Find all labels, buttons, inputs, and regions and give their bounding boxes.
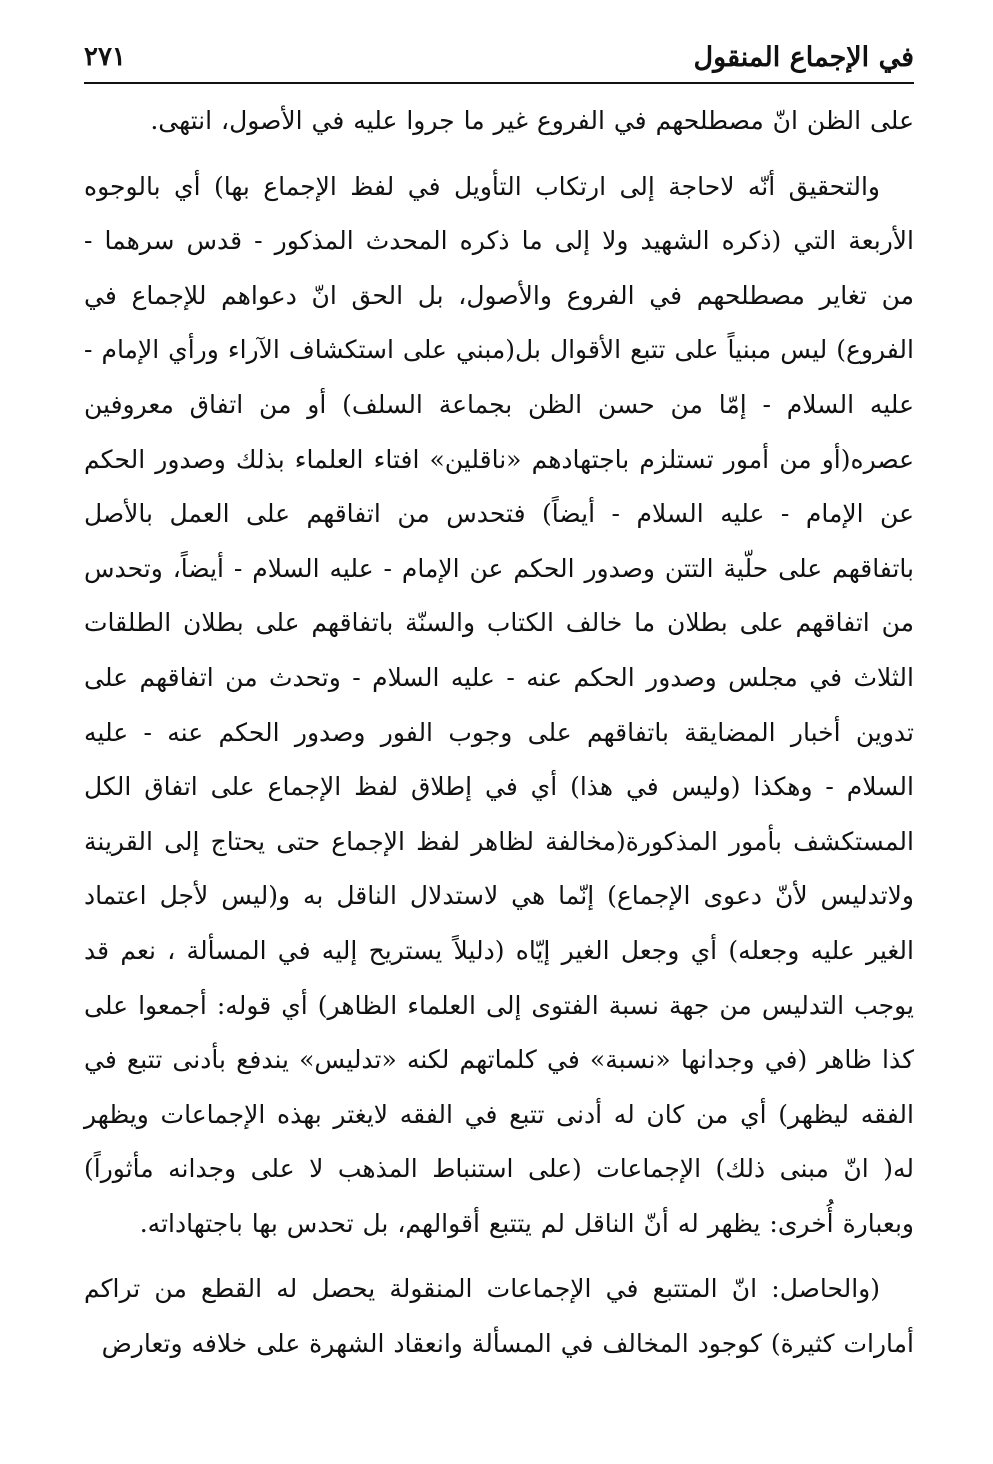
body-text	[84, 84, 914, 1372]
book-page	[84, 38, 914, 1438]
paragraph-3: (والحاصل: انّ المتتبع في الإجماعات المنقولة يحصل له القطع من تراكم أمارات كثيرة) كوجود المخالف في المسألة وانعقاد الشهرة على خلافه وتعارض	[84, 1274, 914, 1359]
paragraph-2: والتحقيق أنّه لاحاجة إلى ارتكاب التأويل في لفظ الإجماع بها) أي بالوجوه الأربعة التي (ذكره الشهيد ولا إلى ما ذكره المحدث المذكور - قدس سرهما - من تغاير مصطلحهم في الفروع والأصول، بل الحق انّ دعواهم للإجماع في الفروع) ليس مبنياً على تتبع الأقوال بل(مبني على استكشاف الآراء ورأي الإمام - عليه السلام - إمّا من حسن الظن بجماعة السلف) أو من اتفاق معروفين عصره(أو من أمور تستلزم باجتهادهم «ناقلين» افتاء العلماء بذلك وصدور الحكم عن الإمام - عليه السلام - أيضاً) فتحدس من اتفاقهم على العمل بالأصل باتفاقهم على حلّية التتن وصدور الحكم عن الإمام - عليه السلام - أيضاً، وتحدس من اتفاقهم على بطلان ما خالف الكتاب والسنّة باتفاقهم على بطلان الطلقات الثلاث في مجلس وصدور الحكم عنه - عليه السلام - وتحدث من اتفاقهم على تدوين أخبار المضايقة باتفاقهم على وجوب الفور وصدور الحكم عنه - عليه السلام - وهكذا (وليس في هذا) أي في إطلاق لفظ الإجماع على اتفاق الكل المستكشف بأمور المذكورة(مخالفة لظاهر لفظ الإجماع حتى يحتاج إلى القرينة ولاتدليس لأنّ دعوى الإجماع) إنّما هي لاستدلال الناقل به و(ليس لأجل اعتماد الغير عليه وجعله) أي وجعل الغير إيّاه (دليلاً يستريح إليه في المسألة ، نعم قد يوجب التدليس من جهة نسبة الفتوى إلى العلماء الظاهر) أي قوله: أجمعوا على كذا ظاهر (في وجدانها «نسبة» في كلماتهم لكنه «تدليس» يندفع بأدنى تتبع في الفقه ليظهر) أي من كان له أدنى تتبع في الفقه لايغتر بهذه الإجماعات ويظهر له( انّ مبنى ذلك) الإجماعات (على استنباط المذهب لا على وجدانه مأثوراً) وبعبارة أُخرى: يظهر له أنّ الناقل لم يتتبع أقوالهم، بل تحدس بها باجتهاداته.	[84, 171, 914, 1238]
running-title: في الإجماع المنقول	[693, 42, 914, 73]
page-number: ٢٧١	[84, 42, 126, 72]
paragraph-1: على الظن انّ مصطلحهم في الفروع غير ما جروا عليه في الأصول، انتهى.	[150, 106, 914, 135]
page-header	[84, 38, 914, 84]
